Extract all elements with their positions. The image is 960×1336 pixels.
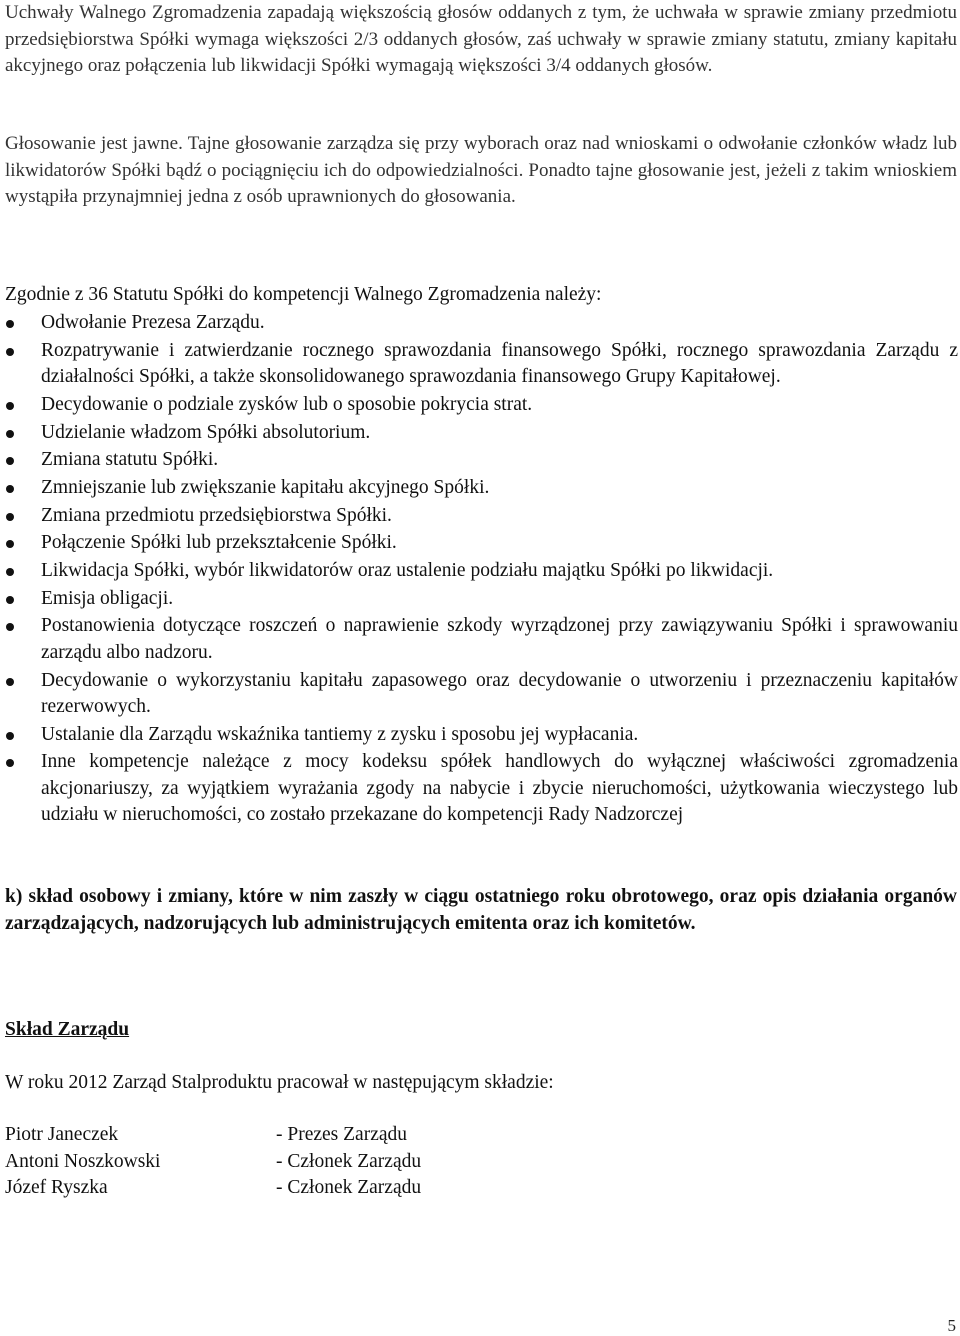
- bullet-icon: [6, 759, 14, 767]
- board-section-title: Skład Zarządu: [5, 1019, 130, 1040]
- member-name: Antoni Noszkowski: [5, 1150, 161, 1172]
- list-item: Ustalanie dla Zarządu wskaźnika tantiemy z zysku i sposobu jej wypłacania.: [0, 722, 958, 749]
- list-item: Połączenie Spółki lub przekształcenie Spółki.: [0, 530, 958, 557]
- member-role: - Członek Zarządu: [276, 1150, 422, 1172]
- board-intro: W roku 2012 Zarząd Stalproduktu pracował w następującym składzie:: [5, 1072, 554, 1093]
- bullet-icon: [6, 540, 14, 548]
- member-role: - Prezes Zarządu: [276, 1124, 408, 1145]
- bullet-icon: [6, 430, 14, 438]
- competencies-list: [0, 310, 958, 830]
- list-item: Decydowanie o wykorzystaniu kapitału zapasowego oraz decydowanie o utworzeniu i przeznaczeniu kapitałów rezerwowych.: [0, 668, 958, 721]
- list-item: Zmiana przedmiotu przedsiębiorstwa Spółki.: [0, 503, 958, 530]
- member-role: - Członek Zarządu: [276, 1177, 422, 1198]
- bullet-icon: [6, 732, 14, 740]
- board-member-row: [5, 1149, 605, 1176]
- list-item: Decydowanie o podziale zysków lub o sposobie pokrycia strat.: [0, 392, 958, 419]
- bullet-icon: [6, 596, 14, 604]
- board-member-row: [5, 1175, 605, 1202]
- list-item: Inne kompetencje należące z mocy kodeksu spółek handlowych do wyłącznej właściwości zgromadzenia akcjonariuszy, za wyjątkiem wyrażania zgody na nabycie i zbycie nieruchomości, użytkowania wieczystego lub udziału w nieruchomości, co zostało przekazane do kompetencji Rady Nadzorczej: [0, 749, 958, 829]
- list-item: Postanowienia dotyczące roszczeń o naprawienie szkody wyrządzonej przy zawiązywaniu Spółki i sprawowaniu zarządu albo nadzoru.: [0, 613, 958, 666]
- bullet-icon: [6, 568, 14, 576]
- paragraph-voting-majorities: Uchwały Walnego Zgromadzenia zapadają większością głosów oddanych z tym, że uchwała w sprawie zmiany przedmiotu przedsiębiorstwa Spółki wymaga większości 2/3 oddanych głosów, zaś uchwały w sprawie zmiany statutu, zmiany kapitału akcyjnego oraz połączenia lub likwidacji Spółki wymagają większości 3/4 oddanych głosów.: [5, 2, 957, 76]
- bullet-icon: [6, 678, 14, 686]
- bullet-icon: [6, 348, 14, 356]
- bullet-icon: [6, 623, 14, 631]
- board-member-row: [5, 1122, 605, 1149]
- bullet-icon: [6, 402, 14, 410]
- list-item: Likwidacja Spółki, wybór likwidatorów oraz ustalenie podziału majątku Spółki po likwidacji.: [0, 558, 958, 585]
- list-item: Zmiana statutu Spółki.: [0, 447, 958, 474]
- list-item: Rozpatrywanie i zatwierdzanie rocznego sprawozdania finansowego Spółki, rocznego sprawozdania Zarządu z działalności Spółki, a także skonsolidowanego sprawozdania finansowego Grupy Kapitałowej.: [0, 338, 958, 391]
- bullet-icon: [6, 457, 14, 465]
- list-item: Zmniejszanie lub zwiększanie kapitału akcyjnego Spółki.: [0, 475, 958, 502]
- list-item: Emisja obligacji.: [0, 586, 958, 613]
- page-number: 5: [947, 1316, 956, 1335]
- list-item: Odwołanie Prezesa Zarządu.: [0, 310, 958, 337]
- bullet-icon: [6, 320, 14, 328]
- paragraph-secret-ballot: Głosowanie jest jawne. Tajne głosowanie zarządza się przy wyborach oraz nad wnioskami o odwołanie członków władz lub likwidatorów Spółki bądź o pociągnięciu ich do odpowiedzialności. Ponadto tajne głosowanie jest, jeżeli z takim wnioskiem wystąpiła przynajmniej jedna z osób uprawnionych do głosowania.: [5, 133, 957, 207]
- section-k-heading: k) skład osobowy i zmiany, które w nim zaszły w ciągu ostatniego roku obrotowego, oraz opis działania organów zarządzających, nadzorujących lub administrujących emitenta oraz ich komitetów.: [5, 886, 957, 934]
- bullet-icon: [6, 485, 14, 493]
- bullet-icon: [6, 513, 14, 521]
- member-name: Piotr Janeczek: [5, 1124, 119, 1145]
- member-name: Józef Ryszka: [5, 1177, 108, 1198]
- list-item: Udzielanie władzom Spółki absolutorium.: [0, 420, 958, 447]
- paragraph-competencies-intro: Zgodnie z 36 Statutu Spółki do kompetencji Walnego Zgromadzenia należy:: [5, 284, 602, 305]
